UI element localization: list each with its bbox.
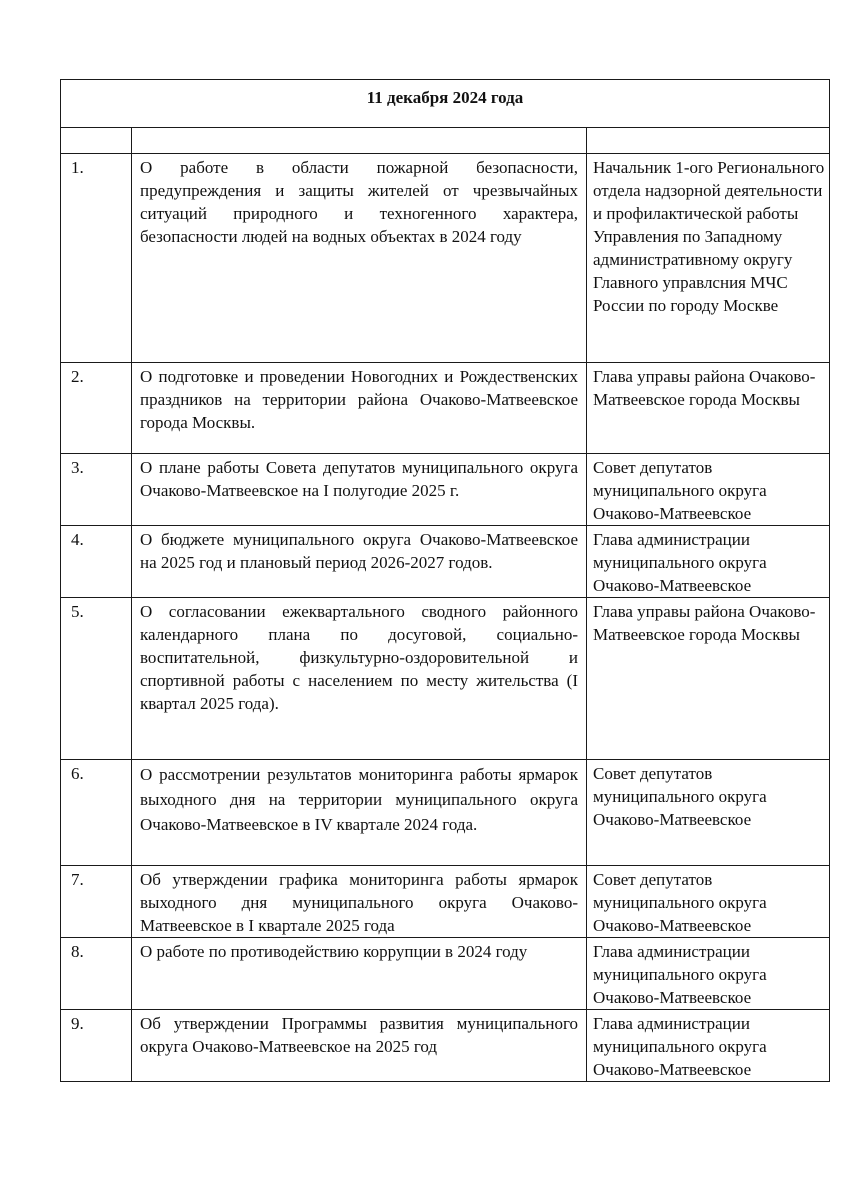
table-row xyxy=(61,454,830,526)
responsible-party: Совет депутатов муниципального округа Очаково-Матвеевское xyxy=(587,454,830,526)
table-row xyxy=(61,938,830,1010)
agenda-topic: О плане работы Совета депутатов муниципального округа Очаково-Матвеевское на I полугодие 2025 г. xyxy=(132,454,587,526)
responsible-party: Начальник 1-ого Регионального отдела надзорной деятельности и профилактической работы Управления по Западному административному округу Главного управлсния МЧС России по городу Москве xyxy=(587,154,830,363)
row-number: 7. xyxy=(61,866,132,938)
table-row xyxy=(61,598,830,760)
table-row xyxy=(61,526,830,598)
table-row xyxy=(61,1010,830,1082)
agenda-topic: О работе в области пожарной безопасности, предупреждения и защиты жителей от чрезвычайных ситуаций природного и техногенного характера, безопасности людей на водных объектах в 2024 году xyxy=(132,154,587,363)
row-number: 8. xyxy=(61,938,132,1010)
table-row xyxy=(61,154,830,363)
responsible-party: Глава администрации муниципального округа Очаково-Матвеевское xyxy=(587,938,830,1010)
table-row xyxy=(61,760,830,866)
responsible-party: Глава администрации муниципального округа Очаково-Матвеевское xyxy=(587,526,830,598)
empty-cell xyxy=(61,128,132,154)
responsible-party: Совет депутатов муниципального округа Очаково-Матвеевское xyxy=(587,760,830,866)
row-number: 3. xyxy=(61,454,132,526)
row-number: 2. xyxy=(61,363,132,454)
agenda-topic: О рассмотрении результатов мониторинга работы ярмарок выходного дня на территории муниципального округа Очаково-Матвеевское в IV квартале 2024 года. xyxy=(132,760,587,866)
row-number: 4. xyxy=(61,526,132,598)
table-row xyxy=(61,363,830,454)
agenda-topic: О бюджете муниципального округа Очаково-Матвеевское на 2025 год и плановый период 2026-2027 годов. xyxy=(132,526,587,598)
table-row xyxy=(61,866,830,938)
date-header-row xyxy=(61,80,830,128)
responsible-party: Совет депутатов муниципального округа Очаково-Матвеевское xyxy=(587,866,830,938)
row-number: 6. xyxy=(61,760,132,866)
agenda-table xyxy=(60,79,830,1082)
row-number: 9. xyxy=(61,1010,132,1082)
meeting-date: 11 декабря 2024 года xyxy=(61,80,830,128)
agenda-topic: Об утверждении Программы развития муниципального округа Очаково-Матвеевское на 2025 год xyxy=(132,1010,587,1082)
empty-cell xyxy=(132,128,587,154)
agenda-topic: О согласовании ежеквартального сводного районного календарного плана по досуговой, социально-воспитательной, физкультурно-оздоровительной и спортивной работы с населением по месту жительства (I квартал 2025 года). xyxy=(132,598,587,760)
agenda-topic: Об утверждении графика мониторинга работы ярмарок выходного дня муниципального округа Очаково-Матвеевское в I квартале 2025 года xyxy=(132,866,587,938)
responsible-party: Глава управы района Очаково-Матвеевское города Москвы xyxy=(587,598,830,760)
empty-cell xyxy=(587,128,830,154)
responsible-party: Глава управы района Очаково-Матвеевское города Москвы xyxy=(587,363,830,454)
agenda-topic: О работе по противодействию коррупции в 2024 году xyxy=(132,938,587,1010)
responsible-party: Глава администрации муниципального округа Очаково-Матвеевское xyxy=(587,1010,830,1082)
row-number: 1. xyxy=(61,154,132,363)
row-number: 5. xyxy=(61,598,132,760)
agenda-topic: О подготовке и проведении Новогодних и Рождественских праздников на территории района Очаково-Матвеевское города Москвы. xyxy=(132,363,587,454)
empty-spacer-row xyxy=(61,128,830,154)
